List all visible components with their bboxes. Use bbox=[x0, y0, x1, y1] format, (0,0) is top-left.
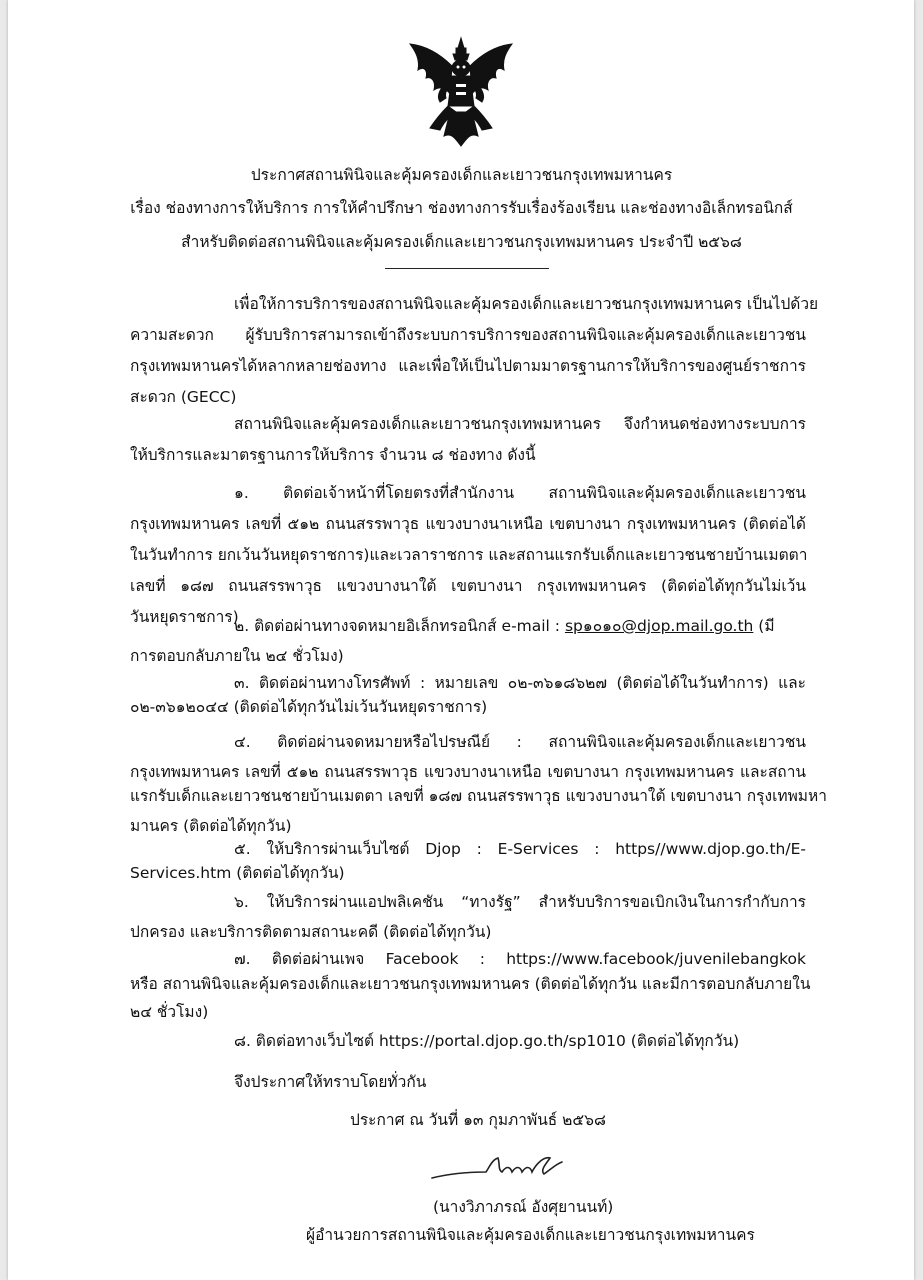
list-item bbox=[234, 616, 806, 636]
signatory-name: (นางวิภาภรณ์ อังศุยานนท์) bbox=[433, 1198, 614, 1216]
list-item-text: ๒. ติดต่อผ่านทางจดหมายอิเล็กทรอนิกส์ e-mail : bbox=[234, 617, 565, 635]
list-item-line: ปกครอง และบริการติดตามสถานะคดี (ติดต่อได้ทุกวัน) bbox=[130, 923, 492, 941]
list-item-line: กรุงเทพมหานคร เลขที่ ๕๑๒ ถนนสรรพาวุธ แขวงบางนาเหนือ เขตบางนา กรุงเทพมหานคร (ติดต่อได้ bbox=[130, 515, 806, 533]
document-title: ประกาศสถานพินิจและคุ้มครองเด็กและเยาวชนกรุงเทพมหานคร bbox=[250, 166, 673, 184]
list-item-line: ๒๔ ชั่วโมง) bbox=[130, 1003, 209, 1021]
title-divider bbox=[385, 268, 549, 269]
paragraph-line: กรุงเทพมหานครได้หลากหลายช่องทาง และเพื่อให้เป็นไปตามมาตรฐานการให้บริการของศูนย์ราชการ bbox=[130, 357, 806, 375]
list-item: ๓. ติดต่อผ่านทางโทรศัพท์ : หมายเลข ๐๒-๓๖๑๘๖๒๗ (ติดต่อได้ในวันทำการ) และ bbox=[234, 674, 806, 692]
garuda-emblem-icon bbox=[404, 36, 518, 148]
list-item-text: (มี bbox=[753, 617, 775, 635]
closing-announcement: จึงประกาศให้ทราบโดยทั่วกัน bbox=[234, 1073, 427, 1091]
list-item-line: Services.htm (ติดต่อได้ทุกวัน) bbox=[130, 864, 345, 882]
paragraph-line: สถานพินิจและคุ้มครองเด็กและเยาวชนกรุงเทพมหานคร จึงกำหนดช่องทางระบบการ bbox=[234, 415, 806, 433]
list-item-line: กรุงเทพมหานคร เลขที่ ๕๑๒ ถนนสรรพาวุธ แขวงบางนาเหนือ เขตบางนา กรุงเทพมหานคร และสถาน bbox=[130, 763, 806, 781]
document-subject: เรื่อง ช่องทางการให้บริการ การให้คำปรึกษา ช่องทางการรับเรื่องร้องเรียน และช่องทางอิเล็กทรอนิกส์ bbox=[130, 199, 793, 217]
paragraph-line: ให้บริการและมาตรฐานการให้บริการ จำนวน ๘ ช่องทาง ดังนี้ bbox=[130, 446, 536, 464]
list-item: ๖. ให้บริการผ่านแอปพลิเคชัน “ทางรัฐ” สำหรับบริการขอเบิกเงินในการกำกับการ bbox=[234, 893, 806, 911]
paragraph-line: เพื่อให้การบริการของสถานพินิจและคุ้มครองเด็กและเยาวชนกรุงเทพมหานคร เป็นไปด้วย bbox=[234, 295, 819, 313]
document-page bbox=[8, 0, 914, 1280]
list-item: ๗. ติดต่อผ่านเพจ Facebook : https://www.facebook/juvenilebangkok bbox=[234, 950, 806, 968]
signature-image bbox=[428, 1152, 578, 1186]
paragraph-line: ความสะดวก ผู้รับบริการสามารถเข้าถึงระบบการบริการของสถานพินิจและคุ้มครองเด็กและเยาวชน bbox=[130, 326, 806, 344]
signatory-position: ผู้อำนวยการสถานพินิจและคุ้มครองเด็กและเยาวชนกรุงเทพมหานคร bbox=[306, 1226, 755, 1244]
list-item-line: ๐๒-๓๖๑๒๐๔๔ (ติดต่อได้ทุกวันไม่เว้นวันหยุดราชการ) bbox=[130, 698, 488, 716]
list-item-line: แรกรับเด็กและเยาวชนชายบ้านเมตตา เลขที่ ๑๘๗ ถนนสรรพาวุธ แขวงบางนาใต้ เขตบางนา กรุงเทพมหา bbox=[130, 787, 827, 805]
list-item: ๘. ติดต่อทางเว็บไซต์ https://portal.djop.go.th/sp1010 (ติดต่อได้ทุกวัน) bbox=[234, 1032, 740, 1050]
list-item: ๔. ติดต่อผ่านจดหมายหรือไปรษณีย์ : สถานพินิจและคุ้มครองเด็กและเยาวชน bbox=[234, 733, 806, 751]
list-item-line: เลขที่ ๑๘๗ ถนนสรรพาวุธ แขวงบางนาใต้ เขตบางนา กรุงเทพมหานคร (ติดต่อได้ทุกวันไม่เว้น bbox=[130, 577, 806, 595]
paragraph-line: สะดวก (GECC) bbox=[130, 388, 237, 406]
announcement-date: ประกาศ ณ วันที่ ๑๓ กุมภาพันธ์ ๒๕๖๘ bbox=[350, 1111, 606, 1129]
list-item-line: การตอบกลับภายใน ๒๔ ชั่วโมง) bbox=[130, 647, 344, 665]
document-subject-line2: สำหรับติดต่อสถานพินิจและคุ้มครองเด็กและเยาวชนกรุงเทพมหานคร ประจำปี ๒๕๖๘ bbox=[181, 233, 742, 251]
list-item: ๑. ติดต่อเจ้าหน้าที่โดยตรงที่สำนักงาน สถานพินิจและคุ้มครองเด็กและเยาวชน bbox=[234, 484, 806, 502]
list-item-line: วันหยุดราชการ) bbox=[130, 608, 239, 626]
list-item-line: ในวันทำการ ยกเว้นวันหยุดราชการ)และเวลาราชการ และสถานแรกรับเด็กและเยาวชนชายบ้านเมตตา bbox=[130, 546, 808, 564]
list-item-line: มานคร (ติดต่อได้ทุกวัน) bbox=[130, 817, 292, 835]
email-link[interactable]: sp๑๐๑๐@djop.mail.go.th bbox=[564, 617, 754, 635]
list-item-line: หรือ สถานพินิจและคุ้มครองเด็กและเยาวชนกรุงเทพมหานคร (ติดต่อได้ทุกวัน และมีการตอบกลับภายใน bbox=[130, 975, 811, 993]
list-item: ๕. ให้บริการผ่านเว็บไซต์ Djop : E-Services : https//www.djop.go.th/E- bbox=[234, 840, 806, 858]
